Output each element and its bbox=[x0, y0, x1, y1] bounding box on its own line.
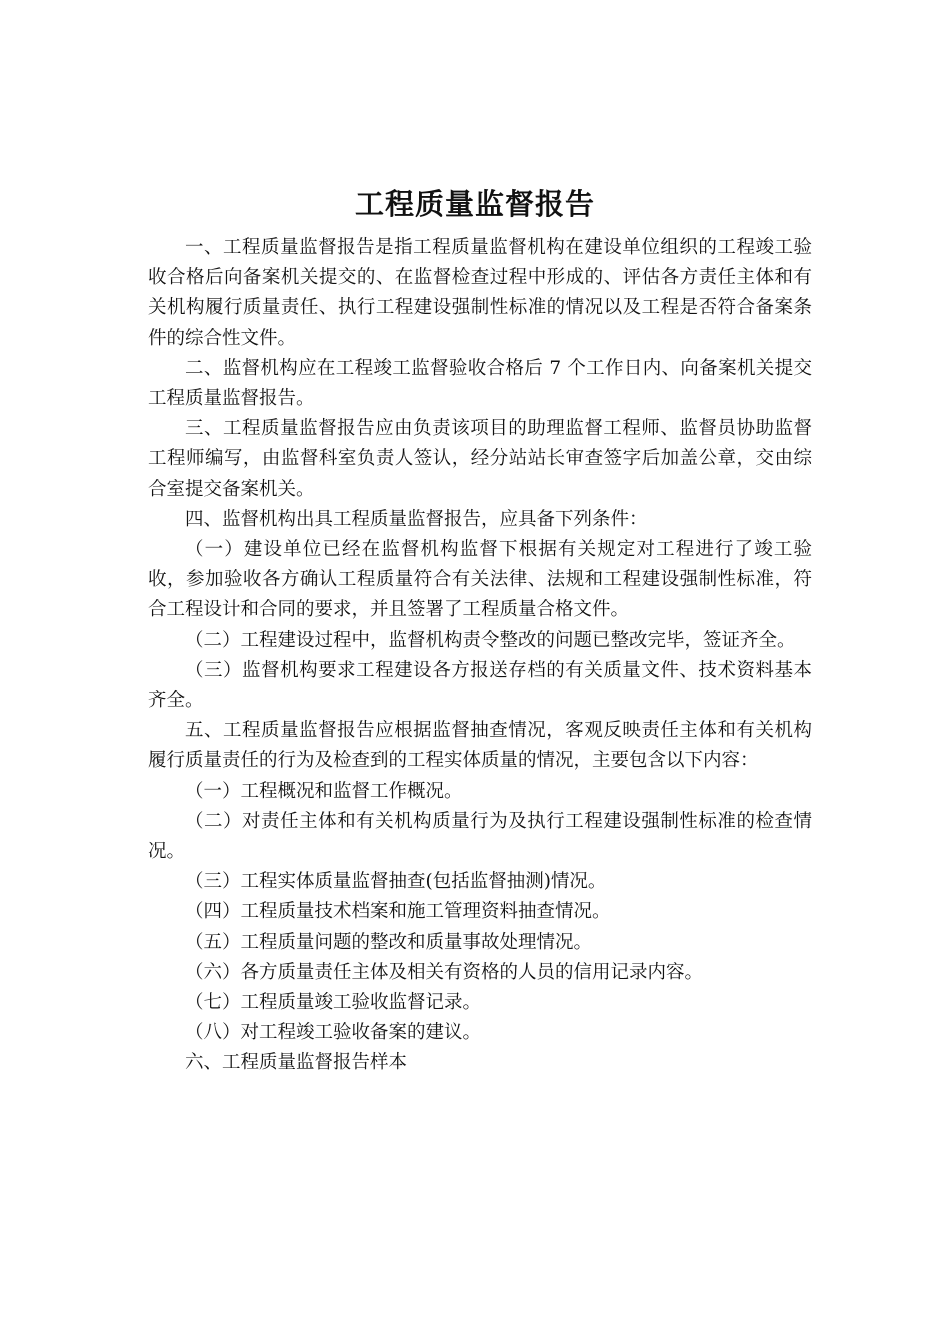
paragraph-section-1: 一、工程质量监督报告是指工程质量监督机构在建设单位组织的工程竣工验收合格后向备案机关提交的、在监督检查过程中形成的、评估各方责任主体和有关机构履行质量责任、执行工程建设强制性标准的情况以及工程是否符合备案条件的综合性文件。 bbox=[148, 237, 812, 349]
paragraph-content-3: （三）工程实体质量监督抽查(包括监督抽测)情况。 bbox=[185, 871, 607, 893]
paragraph-content-6: （六）各方质量责任主体及相关有资格的人员的信用记录内容。 bbox=[185, 961, 704, 983]
document-title: 工程质量监督报告 bbox=[354, 187, 595, 221]
paragraph-section-2: 二、监督机构应在工程竣工监督验收合格后 7 个工作日内、向备案机关提交工程质量监督报告。 bbox=[148, 357, 812, 410]
paragraph-section-3: 三、工程质量监督报告应由负责该项目的助理监督工程师、监督员协助监督工程师编写，由监督科室负责人签认，经分站站长审查签字后加盖公章，交由综合室提交备案机关。 bbox=[148, 418, 812, 500]
paragraph-condition-3: （三）监督机构要求工程建设各方报送存档的有关质量文件、技术资料基本齐全。 bbox=[148, 659, 812, 712]
paragraph-content-5: （五）工程质量问题的整改和质量事故处理情况。 bbox=[185, 931, 593, 953]
paragraph-content-1: （一）工程概况和监督工作概况。 bbox=[185, 780, 463, 802]
paragraph-content-2: （二）对责任主体和有关机构质量行为及执行工程建设强制性标准的检查情况。 bbox=[148, 810, 812, 863]
document-body bbox=[148, 233, 812, 1079]
paragraph-content-4: （四）工程质量技术档案和施工管理资料抽查情况。 bbox=[185, 901, 611, 923]
paragraph-content-7: （七）工程质量竣工验收监督记录。 bbox=[185, 992, 482, 1014]
paragraph-section-6: 六、工程质量监督报告样本 bbox=[185, 1052, 408, 1074]
paragraph-condition-2: （二）工程建设过程中，监督机构责令整改的问题已整改完毕，签证齐全。 bbox=[185, 629, 796, 651]
paragraph-section-5: 五、工程质量监督报告应根据监督抽查情况，客观反映责任主体和有关机构履行质量责任的行为及检查到的工程实体质量的情况，主要包含以下内容： bbox=[148, 720, 812, 772]
paragraph-condition-1: （一）建设单位已经在监督机构监督下根据有关规定对工程进行了竣工验收，参加验收各方确认工程质量符合有关法律、法规和工程建设强制性标准，符合工程设计和合同的要求，并且签署了工程质量合格文件。 bbox=[148, 539, 812, 621]
paragraph-section-4: 四、监督机构出具工程质量监督报告，应具备下列条件： bbox=[185, 508, 648, 530]
paragraph-content-8: （八）对工程竣工验收备案的建议。 bbox=[185, 1022, 482, 1044]
